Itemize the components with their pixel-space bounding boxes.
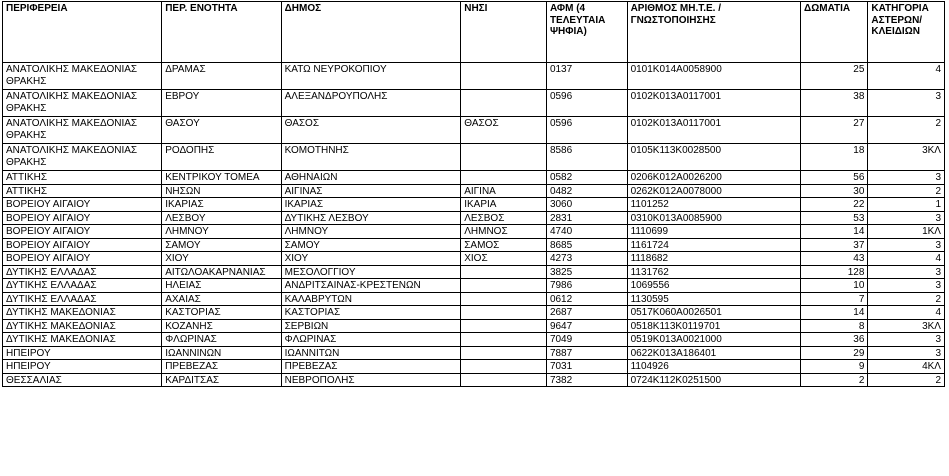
cell-afm: 2687 <box>546 306 627 320</box>
cell-category: 3 <box>868 171 945 185</box>
cell-rooms: 2 <box>801 373 868 387</box>
table-row <box>3 171 945 185</box>
cell-regional-unit: ΛΕΣΒΟΥ <box>162 211 281 225</box>
cell-municipality: ΑΙΓΙΝΑΣ <box>281 184 461 198</box>
cell-registry-number: 0102Κ013Α0117001 <box>627 90 800 117</box>
table-row <box>3 360 945 374</box>
cell-registry-number: 0517Κ060Α0026501 <box>627 306 800 320</box>
cell-island <box>461 373 547 387</box>
cell-rooms: 128 <box>801 265 868 279</box>
cell-regional-unit: ΚΕΝΤΡΙΚΟΥ ΤΟΜΕΑ <box>162 171 281 185</box>
cell-rooms: 43 <box>801 252 868 266</box>
col-header-afm: ΑΦΜ (4 ΤΕΛΕΥΤΑΙΑ ΨΗΦΙΑ) <box>546 2 627 63</box>
cell-rooms: 38 <box>801 90 868 117</box>
cell-category: 2 <box>868 292 945 306</box>
cell-rooms: 7 <box>801 292 868 306</box>
cell-category: 3 <box>868 211 945 225</box>
table-row <box>3 252 945 266</box>
cell-afm: 7049 <box>546 333 627 347</box>
cell-rooms: 22 <box>801 198 868 212</box>
cell-regional-unit: ΙΚΑΡΙΑΣ <box>162 198 281 212</box>
table-row <box>3 333 945 347</box>
cell-registry-number: 0310Κ013Α0085900 <box>627 211 800 225</box>
cell-region: ΒΟΡΕΙΟΥ ΑΙΓΑΙΟΥ <box>3 198 162 212</box>
col-header-category: ΚΑΤΗΓΟΡΙΑ ΑΣΤΕΡΩΝ/ ΚΛΕΙΔΙΩΝ <box>868 2 945 63</box>
cell-municipality: ΚΟΜΟΤΗΝΗΣ <box>281 144 461 171</box>
cell-category: 4 <box>868 252 945 266</box>
cell-regional-unit: ΗΛΕΙΑΣ <box>162 279 281 293</box>
cell-category: 3ΚΛ <box>868 319 945 333</box>
cell-region: ΑΝΑΤΟΛΙΚΗΣ ΜΑΚΕΔΟΝΙΑΣ ΘΡΑΚΗΣ <box>3 117 162 144</box>
cell-category: 3 <box>868 238 945 252</box>
table-row <box>3 292 945 306</box>
cell-island <box>461 360 547 374</box>
cell-rooms: 27 <box>801 117 868 144</box>
cell-afm: 8685 <box>546 238 627 252</box>
cell-rooms: 29 <box>801 346 868 360</box>
cell-island: ΛΕΣΒΟΣ <box>461 211 547 225</box>
cell-island: ΧΙΟΣ <box>461 252 547 266</box>
cell-rooms: 10 <box>801 279 868 293</box>
cell-region: ΑΝΑΤΟΛΙΚΗΣ ΜΑΚΕΔΟΝΙΑΣ ΘΡΑΚΗΣ <box>3 90 162 117</box>
cell-regional-unit: ΕΒΡΟΥ <box>162 90 281 117</box>
cell-municipality: ΠΡΕΒΕΖΑΣ <box>281 360 461 374</box>
cell-rooms: 53 <box>801 211 868 225</box>
cell-afm: 0582 <box>546 171 627 185</box>
cell-category: 3 <box>868 265 945 279</box>
cell-island: ΙΚΑΡΙΑ <box>461 198 547 212</box>
cell-registry-number: 1069556 <box>627 279 800 293</box>
cell-region: ΔΥΤΙΚΗΣ ΜΑΚΕΔΟΝΙΑΣ <box>3 319 162 333</box>
cell-region: ΔΥΤΙΚΗΣ ΕΛΛΑΔΑΣ <box>3 265 162 279</box>
cell-municipality: ΣΑΜΟΥ <box>281 238 461 252</box>
cell-registry-number: 1161724 <box>627 238 800 252</box>
cell-registry-number: 0519Κ013Α0021000 <box>627 333 800 347</box>
table-body <box>3 63 945 387</box>
cell-island <box>461 306 547 320</box>
table-row <box>3 117 945 144</box>
cell-rooms: 14 <box>801 306 868 320</box>
cell-afm: 3825 <box>546 265 627 279</box>
cell-region: ΗΠΕΙΡΟΥ <box>3 360 162 374</box>
cell-region: ΔΥΤΙΚΗΣ ΜΑΚΕΔΟΝΙΑΣ <box>3 306 162 320</box>
cell-region: ΒΟΡΕΙΟΥ ΑΙΓΑΙΟΥ <box>3 252 162 266</box>
cell-island <box>461 144 547 171</box>
cell-rooms: 25 <box>801 63 868 90</box>
cell-municipality: ΝΕΒΡΟΠΟΛΗΣ <box>281 373 461 387</box>
cell-regional-unit: ΑΙΤΩΛΟΑΚΑΡΝΑΝΙΑΣ <box>162 265 281 279</box>
cell-municipality: ΚΑΤΩ ΝΕΥΡΟΚΟΠΙΟΥ <box>281 63 461 90</box>
cell-rooms: 8 <box>801 319 868 333</box>
cell-island <box>461 319 547 333</box>
col-header-island: ΝΗΣΙ <box>461 2 547 63</box>
cell-afm: 0596 <box>546 90 627 117</box>
cell-region: ΘΕΣΣΑΛΙΑΣ <box>3 373 162 387</box>
cell-region: ΒΟΡΕΙΟΥ ΑΙΓΑΙΟΥ <box>3 238 162 252</box>
cell-municipality: ΘΑΣΟΣ <box>281 117 461 144</box>
cell-registry-number: 1130595 <box>627 292 800 306</box>
cell-category: 1 <box>868 198 945 212</box>
cell-afm: 9647 <box>546 319 627 333</box>
cell-registry-number: 0622Κ013Α186401 <box>627 346 800 360</box>
cell-region: ΒΟΡΕΙΟΥ ΑΙΓΑΙΟΥ <box>3 225 162 239</box>
cell-category: 2 <box>868 117 945 144</box>
cell-rooms: 30 <box>801 184 868 198</box>
table-row <box>3 346 945 360</box>
col-header-registry-number: ΑΡΙΘΜΟΣ ΜΗ.Τ.Ε. / ΓΝΩΣΤΟΠΟΙΗΣΗΣ <box>627 2 800 63</box>
cell-registry-number: 0105Κ113Κ0028500 <box>627 144 800 171</box>
col-header-regional-unit: ΠΕΡ. ΕΝΟΤΗΤΑ <box>162 2 281 63</box>
cell-afm: 4273 <box>546 252 627 266</box>
cell-registry-number: 1131762 <box>627 265 800 279</box>
cell-island <box>461 90 547 117</box>
cell-rooms: 37 <box>801 238 868 252</box>
cell-registry-number: 0206Κ012Α0026200 <box>627 171 800 185</box>
cell-municipality: ΚΑΛΑΒΡΥΤΩΝ <box>281 292 461 306</box>
cell-region: ΑΤΤΙΚΗΣ <box>3 171 162 185</box>
table-row <box>3 211 945 225</box>
cell-island <box>461 333 547 347</box>
cell-registry-number: 1101252 <box>627 198 800 212</box>
cell-afm: 0482 <box>546 184 627 198</box>
cell-regional-unit: ΚΑΡΔΙΤΣΑΣ <box>162 373 281 387</box>
cell-category: 4 <box>868 63 945 90</box>
cell-island <box>461 63 547 90</box>
cell-municipality: ΣΕΡΒΙΩΝ <box>281 319 461 333</box>
cell-region: ΑΤΤΙΚΗΣ <box>3 184 162 198</box>
table-row <box>3 184 945 198</box>
cell-regional-unit: ΑΧΑΙΑΣ <box>162 292 281 306</box>
cell-municipality: ΑΛΕΞΑΝΔΡΟΥΠΟΛΗΣ <box>281 90 461 117</box>
table-row <box>3 225 945 239</box>
cell-regional-unit: ΝΗΣΩΝ <box>162 184 281 198</box>
accommodation-table <box>2 1 945 387</box>
cell-municipality: ΚΑΣΤΟΡΙΑΣ <box>281 306 461 320</box>
cell-municipality: ΦΛΩΡΙΝΑΣ <box>281 333 461 347</box>
cell-afm: 7887 <box>546 346 627 360</box>
cell-category: 2 <box>868 184 945 198</box>
table-row <box>3 265 945 279</box>
cell-afm: 0612 <box>546 292 627 306</box>
col-header-municipality: ΔΗΜΟΣ <box>281 2 461 63</box>
cell-registry-number: 1110699 <box>627 225 800 239</box>
header-row <box>3 2 945 63</box>
cell-island <box>461 346 547 360</box>
cell-regional-unit: ΠΡΕΒΕΖΑΣ <box>162 360 281 374</box>
cell-rooms: 36 <box>801 333 868 347</box>
cell-region: ΑΝΑΤΟΛΙΚΗΣ ΜΑΚΕΔΟΝΙΑΣ ΘΡΑΚΗΣ <box>3 144 162 171</box>
cell-registry-number: 0102Κ013Α0117001 <box>627 117 800 144</box>
cell-category: 3 <box>868 346 945 360</box>
cell-regional-unit: ΔΡΑΜΑΣ <box>162 63 281 90</box>
cell-category: 3 <box>868 279 945 293</box>
cell-region: ΑΝΑΤΟΛΙΚΗΣ ΜΑΚΕΔΟΝΙΑΣ ΘΡΑΚΗΣ <box>3 63 162 90</box>
cell-island <box>461 265 547 279</box>
cell-regional-unit: ΚΟΖΑΝΗΣ <box>162 319 281 333</box>
cell-afm: 7031 <box>546 360 627 374</box>
cell-region: ΗΠΕΙΡΟΥ <box>3 346 162 360</box>
cell-afm: 3060 <box>546 198 627 212</box>
cell-region: ΔΥΤΙΚΗΣ ΜΑΚΕΔΟΝΙΑΣ <box>3 333 162 347</box>
cell-island: ΛΗΜΝΟΣ <box>461 225 547 239</box>
cell-region: ΔΥΤΙΚΗΣ ΕΛΛΑΔΑΣ <box>3 292 162 306</box>
cell-regional-unit: ΣΑΜΟΥ <box>162 238 281 252</box>
cell-municipality: ΙΩΑΝΝΙΤΩΝ <box>281 346 461 360</box>
cell-island: ΣΑΜΟΣ <box>461 238 547 252</box>
cell-category: 3ΚΛ <box>868 144 945 171</box>
table-row <box>3 63 945 90</box>
cell-municipality: ΙΚΑΡΙΑΣ <box>281 198 461 212</box>
cell-rooms: 18 <box>801 144 868 171</box>
cell-region: ΒΟΡΕΙΟΥ ΑΙΓΑΙΟΥ <box>3 211 162 225</box>
table-row <box>3 198 945 212</box>
cell-category: 4 <box>868 306 945 320</box>
table-row <box>3 279 945 293</box>
cell-category: 3 <box>868 333 945 347</box>
cell-rooms: 14 <box>801 225 868 239</box>
table-row <box>3 90 945 117</box>
cell-municipality: ΜΕΣΟΛΟΓΓΙΟΥ <box>281 265 461 279</box>
cell-registry-number: 1118682 <box>627 252 800 266</box>
cell-island: ΘΑΣΟΣ <box>461 117 547 144</box>
cell-regional-unit: ΚΑΣΤΟΡΙΑΣ <box>162 306 281 320</box>
cell-regional-unit: ΦΛΩΡΙΝΑΣ <box>162 333 281 347</box>
cell-rooms: 56 <box>801 171 868 185</box>
cell-municipality: ΑΝΔΡΙΤΣΑΙΝΑΣ-ΚΡΕΣΤΕΝΩΝ <box>281 279 461 293</box>
cell-island <box>461 171 547 185</box>
cell-category: 1ΚΛ <box>868 225 945 239</box>
cell-rooms: 9 <box>801 360 868 374</box>
table-row <box>3 319 945 333</box>
cell-afm: 7986 <box>546 279 627 293</box>
cell-afm: 2831 <box>546 211 627 225</box>
table-row <box>3 373 945 387</box>
cell-afm: 8586 <box>546 144 627 171</box>
cell-municipality: ΛΗΜΝΟΥ <box>281 225 461 239</box>
cell-island <box>461 292 547 306</box>
table-row <box>3 238 945 252</box>
cell-afm: 0137 <box>546 63 627 90</box>
cell-registry-number: 0518Κ113Κ0119701 <box>627 319 800 333</box>
cell-afm: 7382 <box>546 373 627 387</box>
cell-municipality: ΔΥΤΙΚΗΣ ΛΕΣΒΟΥ <box>281 211 461 225</box>
cell-afm: 0596 <box>546 117 627 144</box>
table-row <box>3 144 945 171</box>
cell-regional-unit: ΙΩΑΝΝΙΝΩΝ <box>162 346 281 360</box>
cell-category: 4ΚΛ <box>868 360 945 374</box>
col-header-region: ΠΕΡΙΦΕΡΕΙΑ <box>3 2 162 63</box>
cell-afm: 4740 <box>546 225 627 239</box>
cell-island: ΑΙΓΙΝΑ <box>461 184 547 198</box>
cell-registry-number: 0724Κ112Κ0251500 <box>627 373 800 387</box>
cell-registry-number: 0262Κ012Α0078000 <box>627 184 800 198</box>
cell-category: 3 <box>868 90 945 117</box>
cell-island <box>461 279 547 293</box>
cell-regional-unit: ΘΑΣΟΥ <box>162 117 281 144</box>
col-header-rooms: ΔΩΜΑΤΙΑ <box>801 2 868 63</box>
cell-regional-unit: ΡΟΔΟΠΗΣ <box>162 144 281 171</box>
cell-registry-number: 1104926 <box>627 360 800 374</box>
cell-regional-unit: ΧΙΟΥ <box>162 252 281 266</box>
cell-municipality: ΑΘΗΝΑΙΩΝ <box>281 171 461 185</box>
table-row <box>3 306 945 320</box>
cell-registry-number: 0101Κ014Α0058900 <box>627 63 800 90</box>
cell-category: 2 <box>868 373 945 387</box>
cell-municipality: ΧΙΟΥ <box>281 252 461 266</box>
cell-regional-unit: ΛΗΜΝΟΥ <box>162 225 281 239</box>
cell-region: ΔΥΤΙΚΗΣ ΕΛΛΑΔΑΣ <box>3 279 162 293</box>
